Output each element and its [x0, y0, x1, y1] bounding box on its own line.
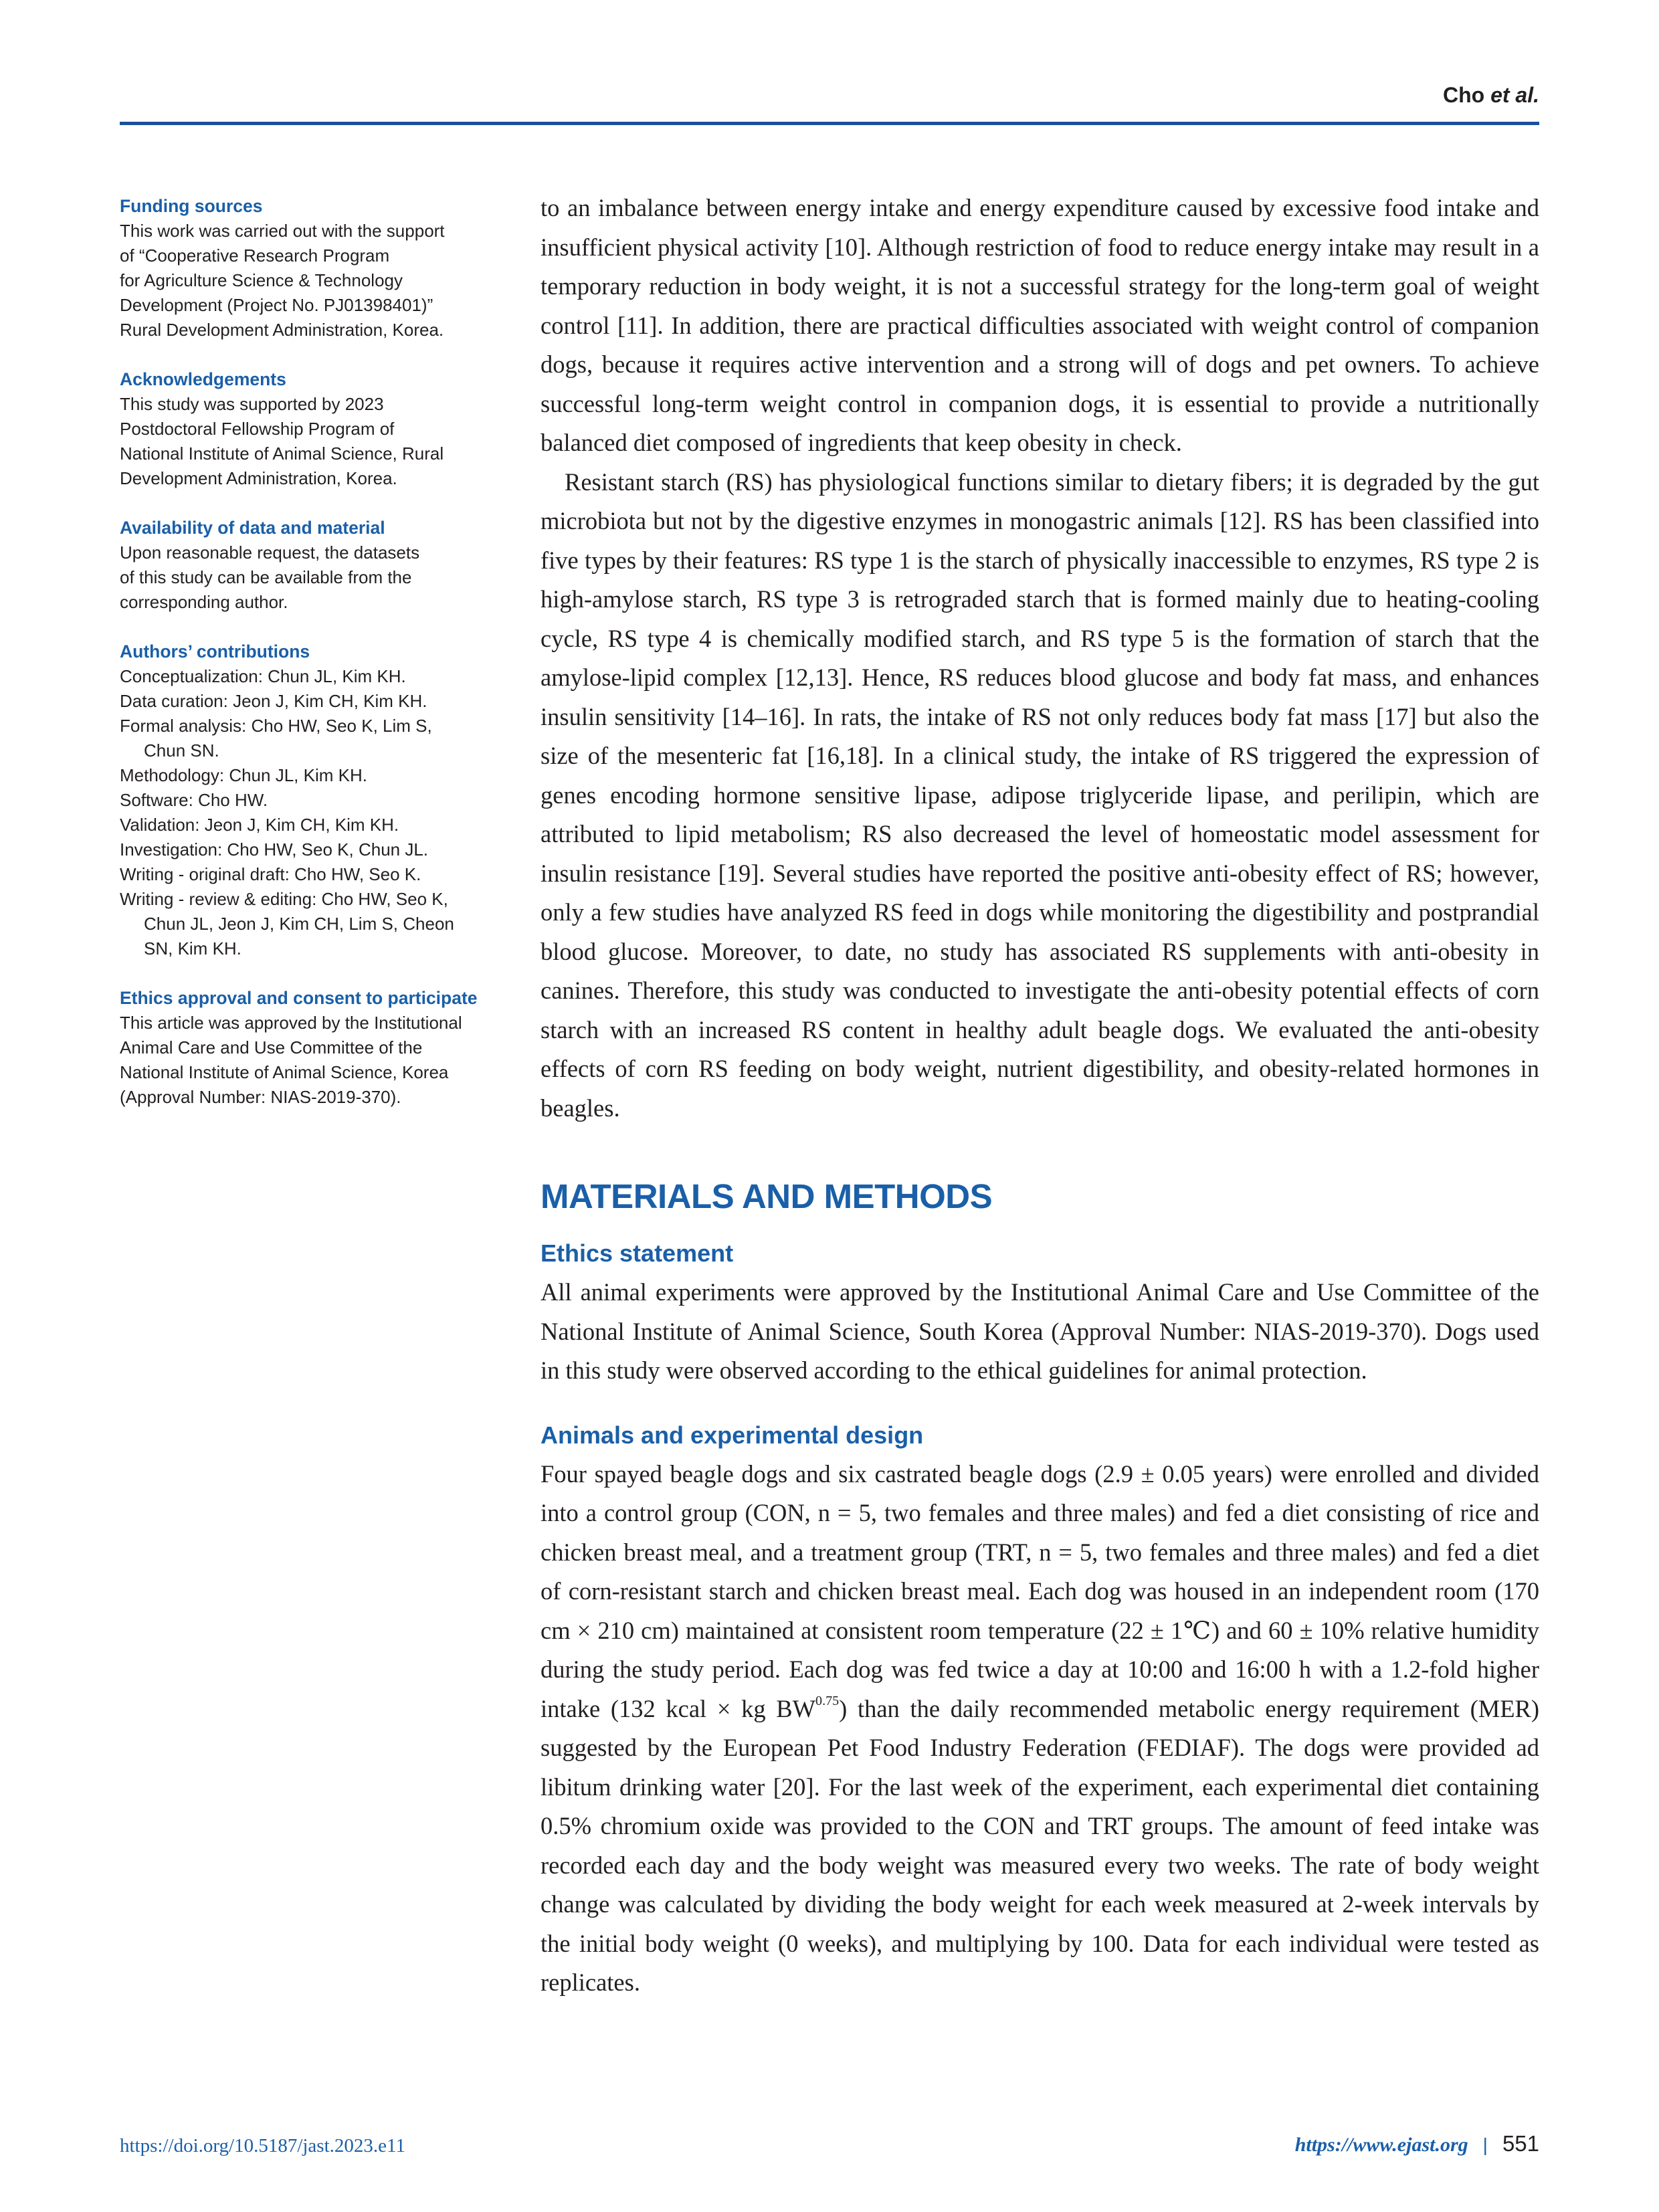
ethics-approval-heading: Ethics approval and consent to participate: [120, 988, 478, 1008]
ethics-approval-section: [120, 986, 504, 1110]
sidebar-line: Chun JL, Jeon J, Kim CH, Lim S, Cheon: [144, 914, 454, 934]
ethics-statement-paragraph: All animal experiments were approved by the Institutional Animal Care and Use Committee of the National Institute of Animal Science, South Korea (Approval Number: NIAS-2019-370). Dogs used in this study were observed according to the ethical guidelines for animal protection.: [541, 1278, 1539, 1384]
page-number: 551: [1502, 2131, 1539, 2156]
sidebar-line: Animal Care and Use Committee of the: [120, 1037, 423, 1058]
sidebar-line: Formal analysis: Cho HW, Seo K, Lim S,: [120, 716, 432, 736]
experimental-design-paragraph: [541, 1455, 1539, 2003]
sidebar-line: Development (Project No. PJ01398401)”: [120, 295, 433, 315]
doi-link[interactable]: https://doi.org/10.5187/jast.2023.e11: [120, 2135, 405, 2156]
sidebar-line: Conceptualization: Chun JL, Kim KH.: [120, 666, 406, 686]
design-text-part-b: ) than the daily recommended metabolic energy requirement (MER) suggested by the European Pet Food Industry Federation (FEDIAF). The dogs were provided ad libitum drinking water [20]. For the last week of the experiment, each experimental diet containing 0.5% chromium oxide was provided to the CON and TRT groups. The amount of feed intake was recorded each day and the body weight was measured every two weeks. The rate of body weight change was calculated by dividing the body weight for each week measured at 2-week intervals by the initial body weight (0 weeks), and multiplying by 100. Data for each individual were tested as replicates.: [541, 1694, 1540, 1996]
main-column: [541, 189, 1539, 2003]
availability-section: [120, 516, 504, 615]
sidebar-line: SN, Kim KH.: [144, 938, 241, 959]
sidebar-line: Investigation: Cho HW, Seo K, Chun JL.: [120, 839, 429, 860]
header-rule: [120, 122, 1539, 125]
funding-section: [120, 194, 504, 342]
experimental-design-heading: Animals and experimental design: [541, 1421, 924, 1449]
sidebar-line: This article was approved by the Institutional: [120, 1013, 462, 1033]
sidebar-line: Writing - review & editing: Cho HW, Seo K,: [120, 889, 448, 909]
ethics-statement-heading: Ethics statement: [541, 1239, 734, 1267]
exponent: 0.75: [815, 1694, 840, 1709]
sidebar-line: Postdoctoral Fellowship Program of: [120, 419, 395, 439]
running-author: Cho: [1442, 83, 1485, 107]
design-text-part-a: Four spayed beagle dogs and six castrated beagle dogs (2.9 ± 0.05 years) were enrolled and divided into a control group (CON, n = 5, two females and three males) and fed a diet consisting of rice and chicken breast meal, and a treatment group (TRT, n = 5, two females and three males) and fed a diet of corn-resistant starch and chicken breast meal. Each dog was housed in an independent room (170 cm × 210 cm) maintained at consistent room temperature (22 ± 1℃) and 60 ± 10% relative humidity during the study period. Each dog was fed twice a day at 10:00 and 16:00 h with a 1.2-fold higher intake (132 kcal × kg BW: [541, 1460, 1539, 1722]
intro-paragraph-1: to an imbalance between energy intake and energy expenditure caused by excessive food intake and insufficient physical activity [10]. Although restriction of food to reduce energy intake may result in a temporary reduction in body weight, it is not a successful strategy for the long-term goal of weight control [11]. In addition, there are practical difficulties associated with weight control of companion dogs, because it requires active intervention and a strong will of dogs and pet owners. To achieve successful long-term weight control in companion dogs, it is essential to provide a nutritionally balanced diet composed of ingredients that keep obesity in check.: [541, 194, 1539, 456]
sidebar-line: This work was carried out with the support: [120, 221, 445, 241]
sidebar-line: Rural Development Administration, Korea.: [120, 320, 444, 340]
sidebar-line: Methodology: Chun JL, Kim KH.: [120, 765, 367, 785]
running-etal: et al.: [1490, 83, 1539, 107]
sidebar-line: Upon reasonable request, the datasets: [120, 542, 420, 563]
contributions-section: [120, 639, 504, 961]
acknowledgements-section: [120, 367, 504, 491]
sidebar-line: National Institute of Animal Science, Rural: [120, 443, 444, 464]
intro-paragraph-2: Resistant starch (RS) has physiological functions similar to dietary fibers; it is degraded by the gut microbiota but not by the digestive enzymes in monogastric animals [12]. RS has been classified into five types by their features: RS type 1 is the starch of physically inaccessible to enzymes, RS type 2 is high-amylose starch, RS type 3 is retrograded starch that is formed mainly due to heating-cooling cycle, RS type 4 is chemically modified starch, and RS type 5 is the formation of starch that the amylose-lipid complex [12,13]. Hence, RS reduces blood glucose and body fat mass, and enhances insulin sensitivity [14–16]. In rats, the intake of RS not only reduces body fat mass [17] but also the size of the mesenteric fat [16,18]. In a clinical study, the intake of RS triggered the expression of genes encoding hormone sensitive lipase, adipose triglyceride lipase, and perilipin, which are attributed to lipid metabolism; RS also decreased the level of homeostatic model assessment for insulin resistance [19]. Several studies have reported the positive anti-obesity effect of RS; however, only a few studies have analyzed RS feed in dogs while monitoring the digestibility and postprandial blood glucose. Moreover, to date, no study has associated RS supplements with anti-obesity in canines. Therefore, this study was conducted to investigate the anti-obesity potential effects of corn starch with an increased RS content in healthy adult beagle dogs. We evaluated the anti-obesity effects of corn RS feeding on body weight, nutrient digestibility, and obesity-related hormones in beagles.: [541, 468, 1539, 1122]
contributions-heading: Authors’ contributions: [120, 641, 310, 662]
funding-heading: Funding sources: [120, 196, 263, 216]
footer-separator: |: [1482, 2134, 1488, 2155]
sidebar-line: of “Cooperative Research Program: [120, 245, 390, 266]
sidebar-line: of this study can be available from the: [120, 567, 412, 587]
sidebar-line: Validation: Jeon J, Kim CH, Kim KH.: [120, 815, 399, 835]
sidebar-line: Chun SN.: [144, 740, 219, 761]
availability-heading: Availability of data and material: [120, 518, 385, 538]
sidebar-line: Software: Cho HW.: [120, 790, 268, 810]
section-title: MATERIALS AND METHODS: [541, 1177, 993, 1215]
acknowledgements-heading: Acknowledgements: [120, 369, 286, 389]
running-head: [1443, 83, 1539, 108]
sidebar-line: (Approval Number: NIAS-2019-370).: [120, 1087, 401, 1107]
sidebar-line: for Agriculture Science & Technology: [120, 270, 403, 290]
footer-right: [1295, 2131, 1539, 2156]
sidebar-line: This study was supported by 2023: [120, 394, 384, 414]
sidebar-line: Data curation: Jeon J, Kim CH, Kim KH.: [120, 691, 427, 711]
sidebar-line: National Institute of Animal Science, Korea: [120, 1062, 449, 1082]
sidebar-line: corresponding author.: [120, 592, 288, 612]
journal-url-link[interactable]: https://www.ejast.org: [1294, 2134, 1468, 2156]
sidebar-line: Development Administration, Korea.: [120, 468, 397, 488]
sidebar-line: Writing - original draft: Cho HW, Seo K.: [120, 864, 421, 884]
sidebar: [120, 194, 504, 1134]
